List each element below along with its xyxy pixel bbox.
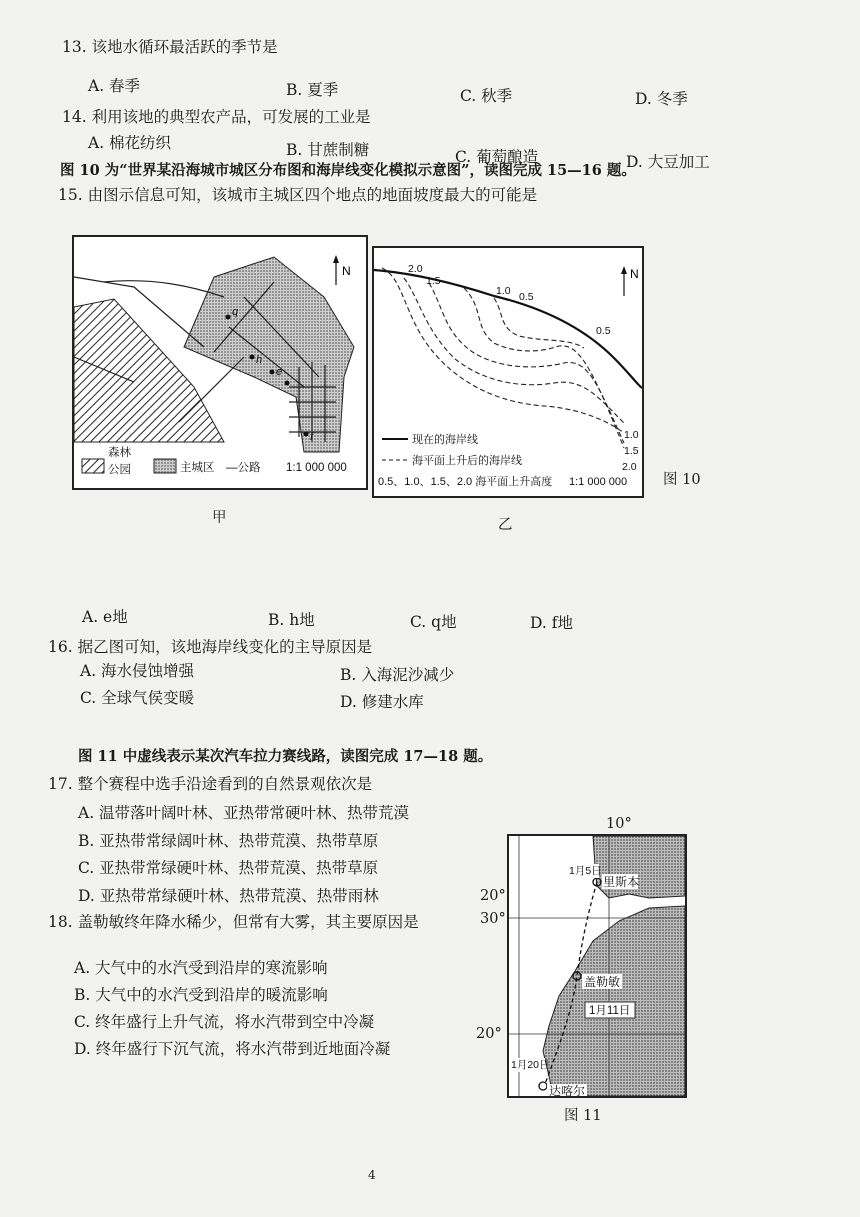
q15-option-b: B. h地 xyxy=(268,611,315,629)
svg-text:达喀尔: 达喀尔 xyxy=(549,1084,586,1096)
svg-text:1月11日: 1月11日 xyxy=(589,1005,631,1017)
q15-stem: 15. 由图示信息可知，该城市主城区四个地点的地面坡度最大的可能是 xyxy=(58,186,538,204)
q17-option-d: D. 亚热带常绿硬叶林、热带荒漠、热带雨林 xyxy=(78,887,379,905)
q18-option-a: A. 大气中的水汽受到沿岸的寒流影响 xyxy=(74,959,328,977)
fig11-lat-20: 20° xyxy=(476,1026,502,1042)
label-h: h xyxy=(256,354,263,366)
map-jia xyxy=(72,235,368,490)
svg-text:森林: 森林 xyxy=(108,447,131,459)
svg-text:现在的海岸线: 现在的海岸线 xyxy=(412,434,478,446)
q15-option-d: D. f地 xyxy=(530,614,573,632)
q16-option-c: C. 全球气侯变暖 xyxy=(80,689,195,707)
label-q: q xyxy=(232,306,239,318)
fig11-lat-30: 30° xyxy=(480,911,506,927)
fig10-caption: 图 10 xyxy=(663,472,701,488)
map-jia-label: 甲 xyxy=(212,510,227,526)
svg-text:1:1 000 000: 1:1 000 000 xyxy=(569,476,628,488)
svg-text:2.0: 2.0 xyxy=(408,263,423,275)
svg-text:1:1 000 000: 1:1 000 000 xyxy=(286,462,347,474)
svg-text:1.0: 1.0 xyxy=(496,285,511,297)
fig10-intro: 图 10 为“世界某沿海城市城区分布图和海岸线变化模拟示意图”，读图完成 15—16 题。 xyxy=(60,162,636,179)
legend-yi xyxy=(378,432,627,488)
fig11-lon-10: 10° xyxy=(606,816,632,832)
svg-text:N: N xyxy=(630,267,639,281)
q16-option-b: B. 入海泥沙减少 xyxy=(340,666,455,684)
map-yi xyxy=(372,246,644,498)
q16-option-a: A. 海水侵蚀增强 xyxy=(80,662,195,680)
point-h xyxy=(250,355,255,360)
north-arrow-yi xyxy=(621,266,639,296)
q14-option-b: B. 甘蔗制糖 xyxy=(286,141,370,159)
svg-text:里斯本: 里斯本 xyxy=(603,875,640,889)
svg-text:1月5日: 1月5日 xyxy=(569,865,602,877)
svg-text:公园: 公园 xyxy=(108,464,131,476)
q14-option-c: C. 葡萄酿造 xyxy=(455,148,539,166)
q14-option-a: A. 棉花纺织 xyxy=(88,134,172,152)
q17-option-b: B. 亚热带常绿阔叶林、热带荒漠、热带草原 xyxy=(78,832,379,850)
q16-option-d: D. 修建水库 xyxy=(340,693,424,711)
q18-option-b: B. 大气中的水汽受到沿岸的暖流影响 xyxy=(74,986,328,1004)
svg-text:1.5: 1.5 xyxy=(426,275,441,287)
svg-text:N: N xyxy=(342,264,351,278)
map-yi-label: 乙 xyxy=(498,517,513,533)
svg-text:0.5: 0.5 xyxy=(519,291,534,303)
q13-stem: 13. 该地水循环最活跃的季节是 xyxy=(62,38,278,56)
north-arrow-jia xyxy=(333,255,351,285)
svg-text:1.5: 1.5 xyxy=(624,445,639,457)
fig11-intro: 图 11 中虚线表示某次汽车拉力赛线路，读图完成 17—18 题。 xyxy=(78,748,493,765)
svg-text:盖勒敏: 盖勒敏 xyxy=(584,975,621,989)
q16-stem: 16. 据乙图可知，该地海岸线变化的主导原因是 xyxy=(48,638,373,656)
q18-option-c: C. 终年盛行上升气流，将水汽带到空中冷凝 xyxy=(74,1013,375,1031)
africa-land xyxy=(543,906,685,1096)
point-f xyxy=(304,432,309,437)
point-e xyxy=(270,370,275,375)
svg-text:海平面上升后的海岸线: 海平面上升后的海岸线 xyxy=(412,455,522,467)
q17-option-a: A. 温带落叶阔叶林、亚热带常硬叶林、热带荒漠 xyxy=(78,804,410,822)
svg-text:0.5、1.0、1.5、2.0 海平面上升高度: 0.5、1.0、1.5、2.0 海平面上升高度 xyxy=(378,476,553,488)
q14-option-d: D. 大豆加工 xyxy=(626,153,710,171)
svg-text:主城区: 主城区 xyxy=(180,462,215,474)
q13-option-d: D. 冬季 xyxy=(635,90,688,108)
label-e: e xyxy=(276,366,283,378)
fig11-caption: 图 11 xyxy=(564,1108,602,1124)
q13-option-c: C. 秋季 xyxy=(460,87,513,105)
q15-option-c: C. q地 xyxy=(410,613,457,631)
svg-text:1.0: 1.0 xyxy=(624,429,639,441)
q17-option-c: C. 亚热带常绿硬叶林、热带荒漠、热带草原 xyxy=(78,859,379,877)
fig11-lon-20-top: 20° xyxy=(480,888,506,904)
q18-option-d: D. 终年盛行下沉气流，将水汽带到近地面冷凝 xyxy=(74,1040,391,1058)
q18-stem: 18. 盖勒敏终年降水稀少，但常有大雾，其主要原因是 xyxy=(48,913,419,931)
q14-stem: 14. 利用该地的典型农产品，可发展的工业是 xyxy=(62,108,371,126)
q17-stem: 17. 整个赛程中选手沿途看到的自然景观依次是 xyxy=(48,775,373,793)
point-q xyxy=(226,315,231,320)
map-fig11 xyxy=(507,834,687,1098)
svg-text:—公路: —公路 xyxy=(226,462,261,474)
q15-option-a: A. e地 xyxy=(82,608,128,626)
page-number: 4 xyxy=(368,1168,376,1182)
svg-text:1月20日: 1月20日 xyxy=(511,1059,550,1071)
label-f: f xyxy=(310,431,314,443)
q13-option-b: B. 夏季 xyxy=(286,81,339,99)
svg-text:2.0: 2.0 xyxy=(622,461,637,473)
svg-text:0.5: 0.5 xyxy=(596,325,611,337)
q13-option-a: A. 春季 xyxy=(88,77,141,95)
dakar-marker xyxy=(539,1082,547,1090)
